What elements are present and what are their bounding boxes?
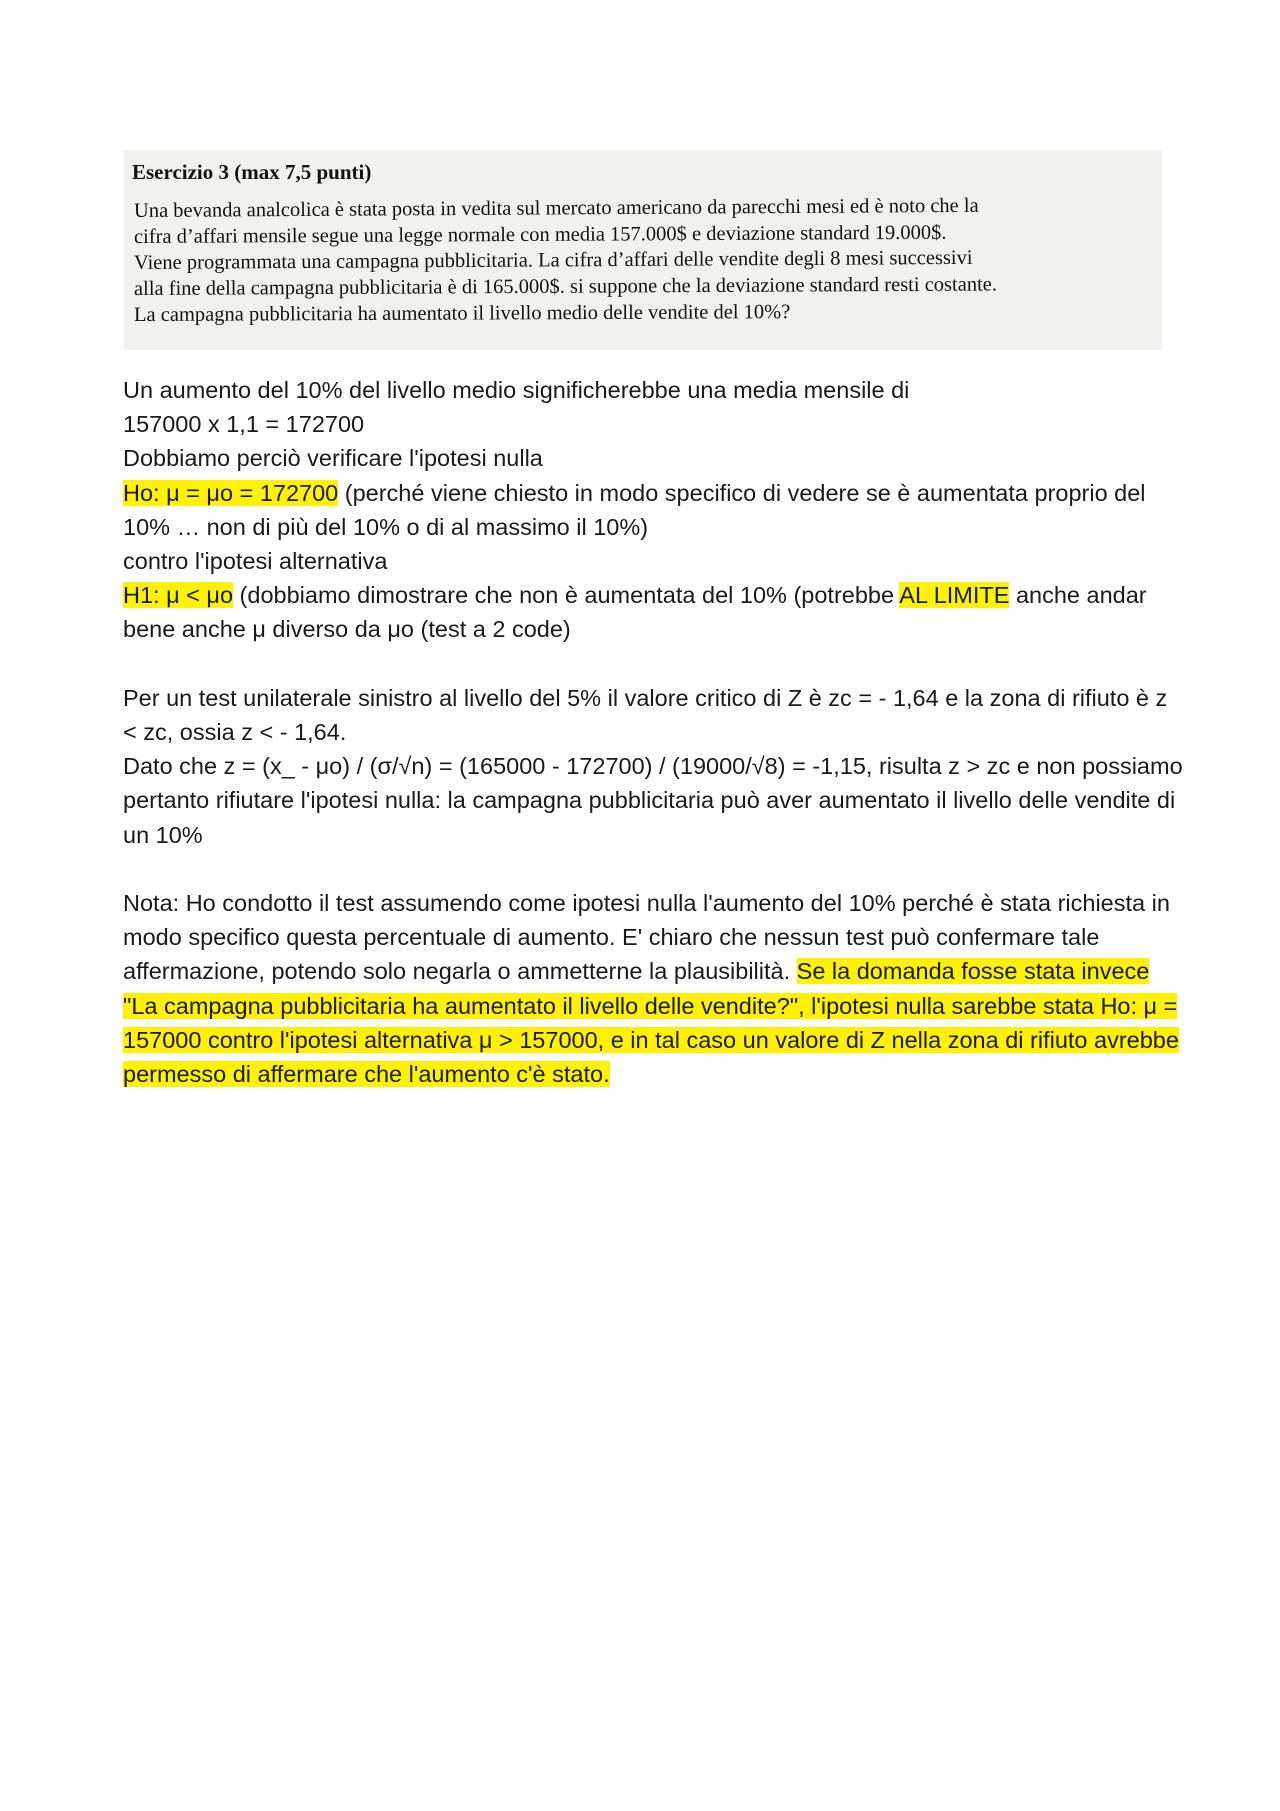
h1-explanation-end: anche andar bene anche μ diverso da μo (test a 2 code) — [123, 582, 1147, 643]
exercise-line: Una bevanda analcolica è stata posta in vedita sul mercato americano da parecchi mesi ed è noto che la — [133, 194, 979, 222]
null-hypothesis — [123, 476, 1183, 544]
test-statistic-text: Dato che z = (x_ - μo) / (σ/√n) = (165000 - 172700) / (19000/√8) = -1,15, risulta z > zc e non possiamo pertanto rifiutare l'ipotesi nulla: la campagna pubblicitaria può aver aumentato il livello delle vendite di un 10% — [123, 753, 1183, 848]
null-hypothesis-intro: Dobbiamo perciò verificare l'ipotesi nulla — [123, 445, 543, 472]
exercise-scan-image — [124, 150, 1162, 350]
al-limite-highlight: AL LIMITE — [899, 582, 1010, 609]
paragraph-gap — [123, 852, 1183, 886]
computation-line: 157000 x 1,1 = 172700 — [123, 411, 365, 438]
exercise-line: La campagna pubblicitaria ha aumentato il livello medio delle vendite del 10%? — [133, 301, 791, 326]
note-highlight: Se la domanda fosse stata invece "La campagna pubblicitaria ha aumentato il livello delle vendite?", l'ipotesi nulla sarebbe stata Ho: μ = 157000 contro l'ipotesi alternativa μ > 157000, e in tal caso un valore di Z nella zona di rifiuto avrebbe permesso di affermare che l'aumento c'è stato. — [123, 958, 1179, 1088]
alternative-intro: contro l'ipotesi alternativa — [123, 548, 388, 575]
exercise-line: cifra d’affari mensile segue una legge normale con media 157.000$ e deviazione standard 19.000$. — [133, 221, 947, 248]
note-text: Nota: Ho condotto il test assumendo come ipotesi nulla l'aumento del 10% perché è stata richiesta in modo specifico questa percentuale di aumento. E' chiaro che nessun test può confermare tale affermazione, potendo solo negarla o ammetterne la plausibilità. — [123, 890, 1170, 985]
exercise-line: alla fine della campagna pubblicitaria è di 165.000$. si suppone che la deviazione standard resti costante. — [133, 273, 998, 300]
critical-value-text: Per un test unilaterale sinistro al livello del 5% il valore critico di Z è zc = - 1,64 e la zona di rifiuto è z < zc, ossia z < - 1,64. — [123, 684, 1168, 746]
h1-explanation: (dobbiamo dimostrare che non è aumentata del 10% (potrebbe — [233, 582, 900, 609]
paragraph-gap — [123, 647, 1183, 681]
intro-line: Un aumento del 10% del livello medio significherebbe una media mensile di — [123, 377, 910, 403]
h0-highlight: Ho: μ = μo = 172700 — [123, 479, 339, 506]
h1-highlight: H1: μ < μo — [123, 582, 234, 609]
note-paragraph — [123, 886, 1183, 1091]
h0-explanation: (perché viene chiesto in modo specifico di vedere se è aumentata proprio del 10% … non di più del 10% o di al massimo il 10%) — [123, 479, 1146, 540]
solution-text — [123, 373, 1183, 1091]
exercise-title: Esercizio 3 (max 7,5 punti) — [132, 160, 372, 184]
alternative-hypothesis — [123, 578, 1183, 646]
exercise-line: Viene programmata una campagna pubblicitaria. La cifra d’affari delle vendite degli 8 mesi successivi — [133, 246, 973, 274]
